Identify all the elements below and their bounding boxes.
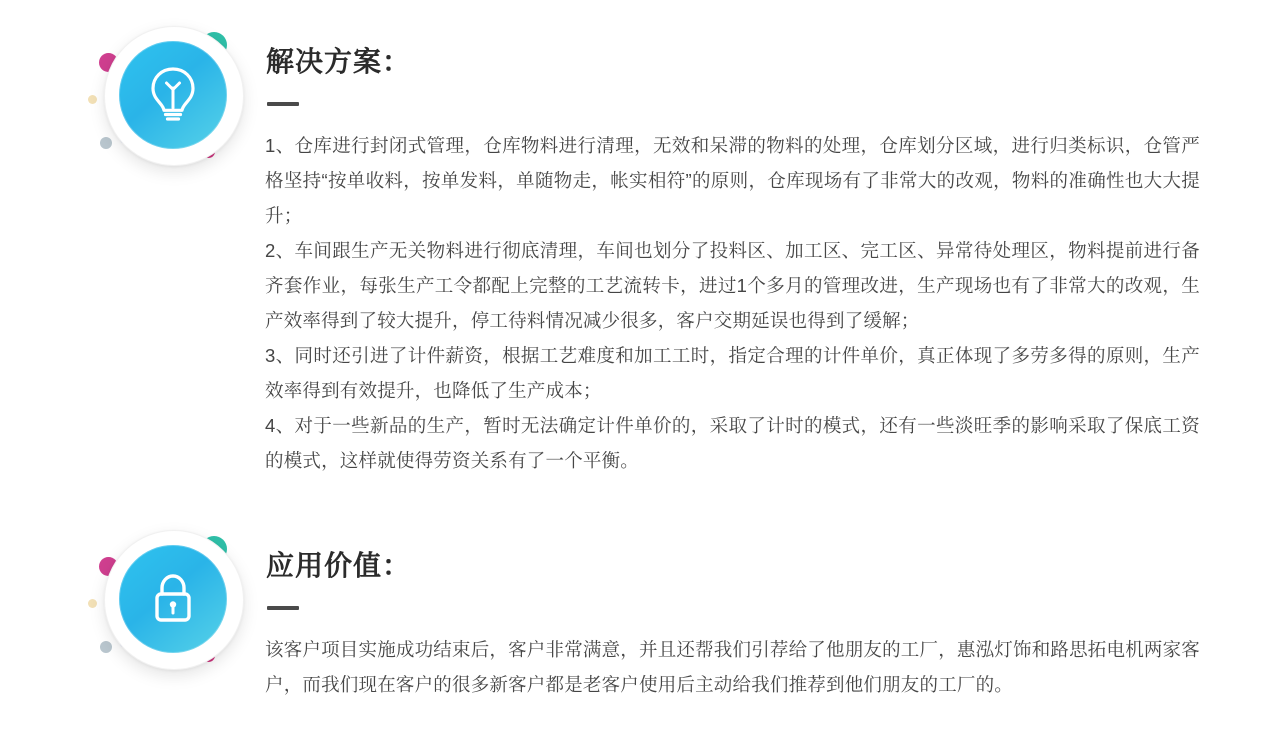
solution-paragraph-4: 4、对于一些新品的生产，暂时无法确定计件单价的，采取了计时的模式，还有一些淡旺季的影响采取了保底工资的模式，这样就使得劳资关系有了一个平衡。 [265,415,1200,471]
decorative-dot-grey [100,137,112,149]
lightbulb-icon [119,41,227,149]
solution-paragraph-3: 3、同时还引进了计件薪资，根据工艺难度和加工工时，指定合理的计件单价，真正体现了多劳多得的原则，生产效率得到有效提升，也降低了生产成本； [265,345,1200,401]
page-title-solution: 解决方案： [266,46,412,77]
solution-paragraph-2: 2、车间跟生产无关物料进行彻底清理，车间也划分了投料区、加工区、完工区、异常待处理区，物料提前进行备齐套作业，每张生产工令都配上完整的工艺流转卡，进过1个多月的管理改进，生产现场也有了非常大的改观，生产效率得到了较大提升，停工待料情况减少很多，客户交期延误也得到了缓解； [265,240,1200,331]
page-title-value: 应用价值： [266,550,412,581]
decorative-dot-cream [88,599,97,608]
solution-icon-group [78,12,254,180]
lock-icon [119,545,227,653]
value-icon-group [78,516,254,684]
solution-paragraph-1: 1、仓库进行封闭式管理，仓库物料进行清理，无效和呆滞的物料的处理，仓库划分区域，进行归类标识，仓管严格坚持“按单收料，按单发料，单随物走，帐实相符”的原则，仓库现场有了非常大的改观，物料的准确性也大大提升； [265,135,1200,226]
heading-divider-solution [267,102,299,106]
value-body [265,632,1200,702]
solution-body [265,128,1200,478]
value-paragraph-1: 该客户项目实施成功结束后，客户非常满意，并且还帮我们引荐给了他朋友的工厂，惠泓灯饰和路思拓电机两家客户，而我们现在客户的很多新客户都是老客户使用后主动给我们推荐到他们朋友的工厂的。 [265,639,1201,695]
decorative-dot-grey [100,641,112,653]
decorative-dot-cream [88,95,97,104]
heading-divider-value [267,606,299,610]
